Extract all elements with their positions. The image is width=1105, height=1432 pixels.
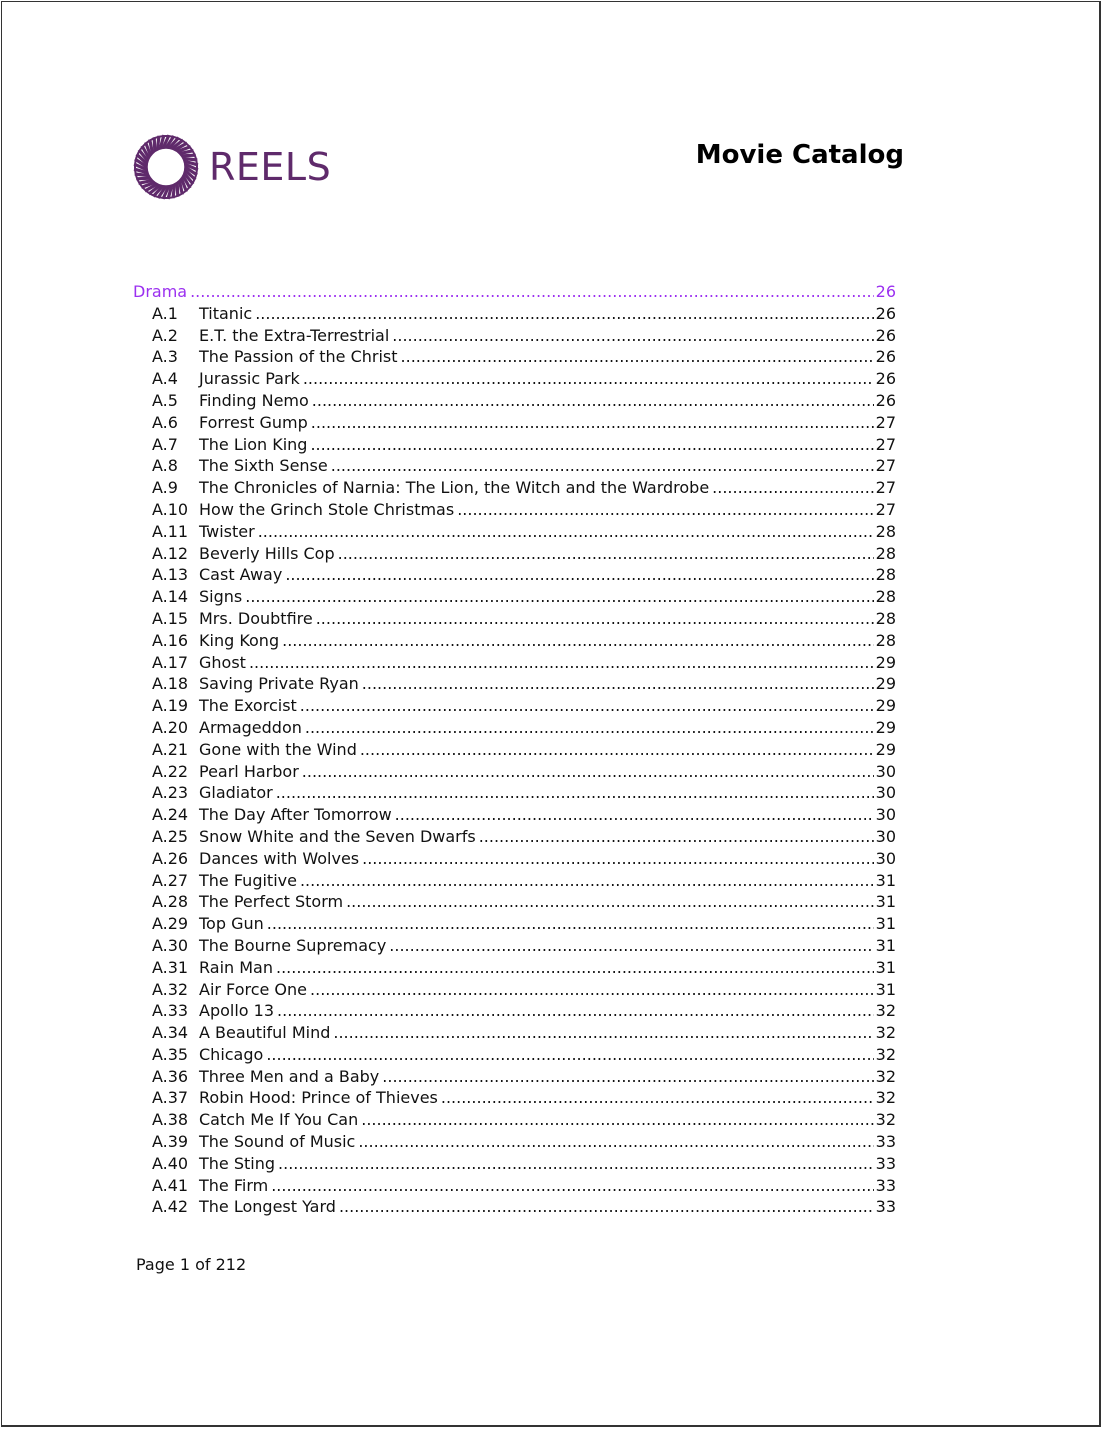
toc-entry-number: A.14 [152,587,189,607]
toc-entry-page: 29 [875,696,896,716]
toc-entry-title: Mrs. Doubtfire [199,608,313,628]
dot-leader [358,1131,873,1153]
dot-leader [276,782,874,804]
toc-entry-number: A.10 [152,499,189,519]
toc-entry-number: A.37 [152,1088,189,1108]
toc-entry-page: 31 [875,935,896,955]
toc-entry[interactable] [133,586,896,608]
toc-entry-page: 27 [875,456,896,476]
dot-leader [360,739,874,761]
document-page [1,1,1101,1427]
toc-entry[interactable] [133,913,896,935]
toc-entry-page: 31 [875,914,896,934]
toc-entry[interactable] [133,717,896,739]
toc-entry[interactable] [133,630,896,652]
toc-entry-page: 29 [875,717,896,737]
dot-leader [310,979,874,1001]
dot-leader [311,412,874,434]
toc-entry-number: A.32 [152,979,189,999]
toc-entry-number: A.23 [152,783,189,803]
toc-entry-title: Catch Me If You Can [199,1110,359,1130]
toc-entry-title: How the Grinch Stole Christmas [199,499,455,519]
toc-entry-number: A.39 [152,1132,189,1152]
dot-leader [389,935,873,957]
toc-entry-title: Snow White and the Seven Dwarfs [199,826,476,846]
toc-entry[interactable] [133,543,896,565]
toc-entry-number: A.1 [152,303,178,323]
toc-entry-title: King Kong [199,630,280,650]
toc-entry-page: 33 [875,1175,896,1195]
toc-entry[interactable] [133,1022,896,1044]
toc-entry-page: 28 [875,543,896,563]
toc-entry-title: Pearl Harbor [199,761,299,781]
toc-entry-number: A.20 [152,717,189,737]
toc-entry-page: 32 [875,1066,896,1086]
toc-entry-number: A.18 [152,674,189,694]
toc-entry-number: A.4 [152,369,178,389]
toc-entry-page: 33 [875,1197,896,1217]
toc-entry-title: Forrest Gump [199,412,308,432]
toc-entry[interactable] [133,1109,896,1131]
toc-heading-label: Drama [133,282,188,301]
toc-entry[interactable] [133,804,896,826]
toc-entry-number: A.9 [152,478,178,498]
dot-leader [276,957,874,979]
toc-entry-page: 29 [875,739,896,759]
toc-entry-title: The Passion of the Christ [199,347,398,367]
toc-entry-page: 26 [875,390,896,410]
toc-entry-title: Ghost [199,652,246,672]
toc-entry-number: A.21 [152,739,189,759]
toc-entry-page: 26 [875,325,896,345]
dot-leader [282,630,874,652]
toc-entry-number: A.22 [152,761,189,781]
toc-entry-title: The Lion King [199,434,308,454]
dot-leader [285,564,873,586]
toc-entry-page: 27 [875,434,896,454]
toc-entry-page: 26 [875,303,896,323]
toc-entry[interactable] [133,390,896,412]
dot-leader [300,695,874,717]
toc-entry-title: Rain Man [199,957,273,977]
toc-entry-title: The Exorcist [199,696,297,716]
dot-leader [362,673,874,695]
toc-entry-page: 31 [875,979,896,999]
toc-entry-number: A.28 [152,892,189,912]
toc-heading-page: 26 [875,282,896,301]
toc-entry[interactable] [133,325,896,347]
toc-entry[interactable] [133,477,896,499]
reels-logo [133,133,331,201]
toc-entry-title: Apollo 13 [199,1001,275,1021]
toc-entry[interactable] [133,1066,896,1088]
dot-leader [302,761,874,783]
toc-entry[interactable] [133,499,896,521]
toc-entry-title: The Sixth Sense [199,456,328,476]
toc-entry-title: Jurassic Park [199,369,300,389]
toc-entry-number: A.42 [152,1197,189,1217]
toc-entry-number: A.27 [152,870,189,890]
toc-entry[interactable] [133,1153,896,1175]
dot-leader [267,913,874,935]
dot-leader [271,1175,873,1197]
toc-entry-page: 30 [875,826,896,846]
dot-leader [245,586,873,608]
toc-entry-title: Robin Hood: Prince of Thieves [199,1088,438,1108]
toc-entry-page: 30 [875,761,896,781]
dot-leader [441,1087,874,1109]
dot-leader [249,652,874,674]
toc-entry-number: A.13 [152,565,189,585]
toc-entry-page: 31 [875,870,896,890]
toc-entry-page: 30 [875,848,896,868]
toc-entry-title: The Longest Yard [199,1197,336,1217]
toc-entry[interactable] [133,1000,896,1022]
toc-entry[interactable] [133,826,896,848]
dot-leader [310,434,873,456]
toc-entry[interactable] [133,368,896,390]
toc-entry-title: Three Men and a Baby [199,1066,380,1086]
toc-entry-page: 32 [875,1001,896,1021]
toc-entry[interactable] [133,1196,896,1218]
toc-entry-number: A.5 [152,390,178,410]
toc-entry-number: A.7 [152,434,178,454]
toc-entry-title: The Bourne Supremacy [199,935,387,955]
toc-entry-title: Saving Private Ryan [199,674,359,694]
toc-entry-number: A.29 [152,914,189,934]
dot-leader [395,804,874,826]
toc-entry-number: A.8 [152,456,178,476]
dot-leader [346,891,874,913]
toc-entry-title: Gladiator [199,783,273,803]
page-footer: Page 1 of 212 [136,1255,247,1274]
toc-entry[interactable] [133,782,896,804]
toc-entry-title: Finding Nemo [199,390,309,410]
toc-entry-page: 28 [875,608,896,628]
toc-entry[interactable] [133,761,896,783]
toc-entry[interactable] [133,891,896,913]
dot-leader [277,1000,874,1022]
toc-entry-page: 26 [875,369,896,389]
toc-entry-title: The Fugitive [199,870,297,890]
dot-leader [382,1066,873,1088]
toc-entry-title: The Sting [199,1153,276,1173]
page-title: Movie Catalog [695,140,904,170]
dot-leader [401,346,874,368]
toc-entry-number: A.34 [152,1023,189,1043]
toc-entry[interactable] [133,1131,896,1153]
toc-entry[interactable] [133,695,896,717]
dot-leader [255,303,873,325]
dot-leader [300,870,874,892]
toc-entry-page: 32 [875,1110,896,1130]
film-reel-icon [133,134,199,200]
dot-leader [457,499,873,521]
toc-entry-list [133,303,896,1218]
dot-leader [266,1044,873,1066]
toc-entry-number: A.36 [152,1066,189,1086]
dot-leader [316,608,874,630]
toc-entry-title: Gone with the Wind [199,739,357,759]
toc-entry-number: A.38 [152,1110,189,1130]
toc-entry-number: A.17 [152,652,189,672]
toc-entry[interactable] [133,412,896,434]
toc-entry-title: The Perfect Storm [199,892,344,912]
toc-entry-page: 31 [875,892,896,912]
toc-entry[interactable] [133,1175,896,1197]
toc-entry-number: A.30 [152,935,189,955]
toc-entry-title: Air Force One [199,979,308,999]
toc-entry-page: 32 [875,1023,896,1043]
toc-entry-number: A.40 [152,1153,189,1173]
toc-entry-title: The Firm [199,1175,269,1195]
toc-entry-page: 26 [875,347,896,367]
toc-entry-page: 29 [875,674,896,694]
toc-entry-number: A.16 [152,630,189,650]
toc-entry[interactable] [133,303,896,325]
toc-entry[interactable] [133,935,896,957]
dot-leader [392,325,873,347]
toc-entry[interactable] [133,957,896,979]
toc-entry-page: 28 [875,587,896,607]
toc-entry-number: A.19 [152,696,189,716]
toc-entry-page: 31 [875,957,896,977]
toc-entry-number: A.33 [152,1001,189,1021]
logo-text: REELS [209,145,332,189]
toc-entry-page: 27 [875,499,896,519]
toc-entry-number: A.26 [152,848,189,868]
toc-entry-number: A.15 [152,608,189,628]
dot-leader [479,826,874,848]
toc-entry-title: Twister [199,521,255,541]
toc-entry-title: Titanic [199,303,253,323]
toc-entry-title: Top Gun [199,914,264,934]
dot-leader [712,477,873,499]
toc-entry[interactable] [133,455,896,477]
toc-entry[interactable] [133,521,896,543]
dot-leader [190,281,874,303]
toc-entry-number: A.35 [152,1044,189,1064]
toc-entry[interactable] [133,608,896,630]
toc-entry-title: A Beautiful Mind [199,1023,331,1043]
toc-entry[interactable] [133,1044,896,1066]
toc-entry-number: A.12 [152,543,189,563]
toc-entry[interactable] [133,979,896,1001]
toc-entry-page: 28 [875,521,896,541]
dot-leader [278,1153,874,1175]
toc-entry-number: A.41 [152,1175,189,1195]
toc-entry-title: The Sound of Music [199,1132,356,1152]
toc-entry-title: Signs [199,587,243,607]
dot-leader [339,1196,874,1218]
table-of-contents [133,281,896,1218]
toc-entry-number: A.11 [152,521,189,541]
toc-entry-page: 30 [875,783,896,803]
dot-leader [338,543,874,565]
toc-entry-page: 27 [875,478,896,498]
dot-leader [303,368,874,390]
toc-entry[interactable] [133,673,896,695]
toc-entry-page: 32 [875,1044,896,1064]
toc-entry[interactable] [133,870,896,892]
toc-entry-page: 28 [875,565,896,585]
toc-entry-number: A.25 [152,826,189,846]
toc-entry-number: A.31 [152,957,189,977]
toc-entry-title: Beverly Hills Cop [199,543,335,563]
toc-entry-number: A.2 [152,325,178,345]
toc-entry-number: A.24 [152,805,189,825]
toc-entry-title: Cast Away [199,565,283,585]
toc-heading-drama[interactable] [133,281,896,303]
toc-entry[interactable] [133,848,896,870]
toc-entry[interactable] [133,1087,896,1109]
toc-entry-number: A.3 [152,347,178,367]
toc-entry-page: 27 [875,412,896,432]
toc-entry[interactable] [133,652,896,674]
dot-leader [362,848,874,870]
toc-entry[interactable] [133,739,896,761]
toc-entry-number: A.6 [152,412,178,432]
toc-entry[interactable] [133,346,896,368]
toc-entry-page: 30 [875,805,896,825]
toc-entry-page: 28 [875,630,896,650]
toc-entry-page: 33 [875,1132,896,1152]
dot-leader [361,1109,873,1131]
toc-entry-title: Armageddon [199,717,302,737]
toc-entry-title: Chicago [199,1044,264,1064]
dot-leader [305,717,874,739]
toc-entry-title: E.T. the Extra-Terrestrial [199,325,390,345]
toc-entry[interactable] [133,434,896,456]
dot-leader [331,455,874,477]
toc-entry-page: 33 [875,1153,896,1173]
toc-entry-page: 29 [875,652,896,672]
toc-entry-page: 32 [875,1088,896,1108]
toc-entry-title: The Chronicles of Narnia: The Lion, the Witch and the Wardrobe [199,478,710,498]
dot-leader [312,390,874,412]
dot-leader [333,1022,873,1044]
toc-entry-title: Dances with Wolves [199,848,360,868]
toc-entry-title: The Day After Tomorrow [199,805,392,825]
toc-entry[interactable] [133,564,896,586]
dot-leader [258,521,874,543]
